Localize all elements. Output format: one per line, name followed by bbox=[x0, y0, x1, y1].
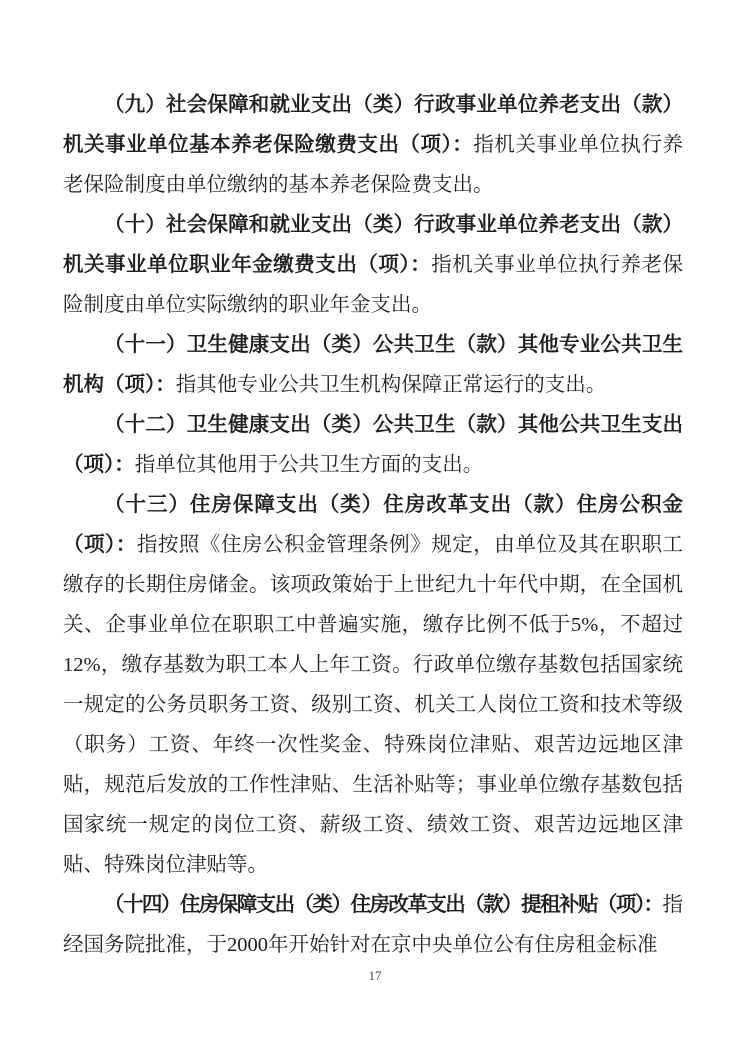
paragraph-item-13 bbox=[63, 485, 683, 885]
paragraph-body: 指机关事业单位执行养老保险制度由单位实际缴纳的职业年金支出。 bbox=[63, 254, 684, 316]
paragraph-heading: （十一）卫生健康支出（类）公共卫生（款）其他专业公共卫生机构（项）： bbox=[63, 334, 683, 396]
paragraph-body: 指经国务院批准，于2000年开始针对在京中央单位公有住房租金标准 bbox=[63, 894, 683, 956]
paragraph-heading: （十）社会保障和就业支出（类）行政事业单位养老支出（款）机关事业单位职业年金缴费支出（项）： bbox=[63, 214, 683, 276]
paragraph-heading: （十三）住房保障支出（类）住房改革支出（款）住房公积金（项）： bbox=[63, 494, 683, 556]
paragraph-body: 指机关事业单位执行养老保险制度由单位缴纳的基本养老保险费支出。 bbox=[63, 134, 684, 196]
document-body bbox=[63, 85, 683, 965]
paragraph-heading: （十二）卫生健康支出（类）公共卫生（款）其他公共卫生支出（项）： bbox=[63, 414, 683, 476]
page-footer bbox=[0, 966, 750, 986]
paragraph-item-10 bbox=[63, 205, 683, 325]
page-number: 17 bbox=[368, 968, 382, 983]
paragraph-item-12 bbox=[63, 405, 683, 485]
paragraph-heading: （九）社会保障和就业支出（类）行政事业单位养老支出（款）机关事业单位基本养老保险缴费支出（项）： bbox=[63, 94, 683, 156]
paragraph-heading: （十四）住房保障支出（类）住房改革支出（款）提租补贴（项）： bbox=[104, 894, 663, 916]
paragraph-body: 指其他专业公共卫生机构保障正常运行的支出。 bbox=[175, 374, 607, 396]
paragraph-item-11 bbox=[63, 325, 683, 405]
paragraph-item-9 bbox=[63, 85, 683, 205]
paragraph-item-14 bbox=[63, 885, 683, 965]
paragraph-body: 指按照《住房公积金管理条例》规定，由单位及其在职职工缴存的长期住房储金。该项政策始于上世纪九十年代中期，在全国机关、企事业单位在职职工中普遍实施，缴存比例不低于5%，不超过12%，缴存基数为职工本人上年工资。行政单位缴存基数包括国家统一规定的公务员职务工资、级别工资、机关工人岗位工资和技术等级（职务）工资、年终一次性奖金、特殊岗位津贴、艰苦边远地区津贴，规范后发放的工作性津贴、生活补贴等；事业单位缴存基数包括国家统一规定的岗位工资、薪级工资、绩效工资、艰苦边远地区津贴、特殊岗位津贴等。 bbox=[63, 534, 684, 876]
paragraph-body: 指单位其他用于公共卫生方面的支出。 bbox=[134, 454, 484, 476]
